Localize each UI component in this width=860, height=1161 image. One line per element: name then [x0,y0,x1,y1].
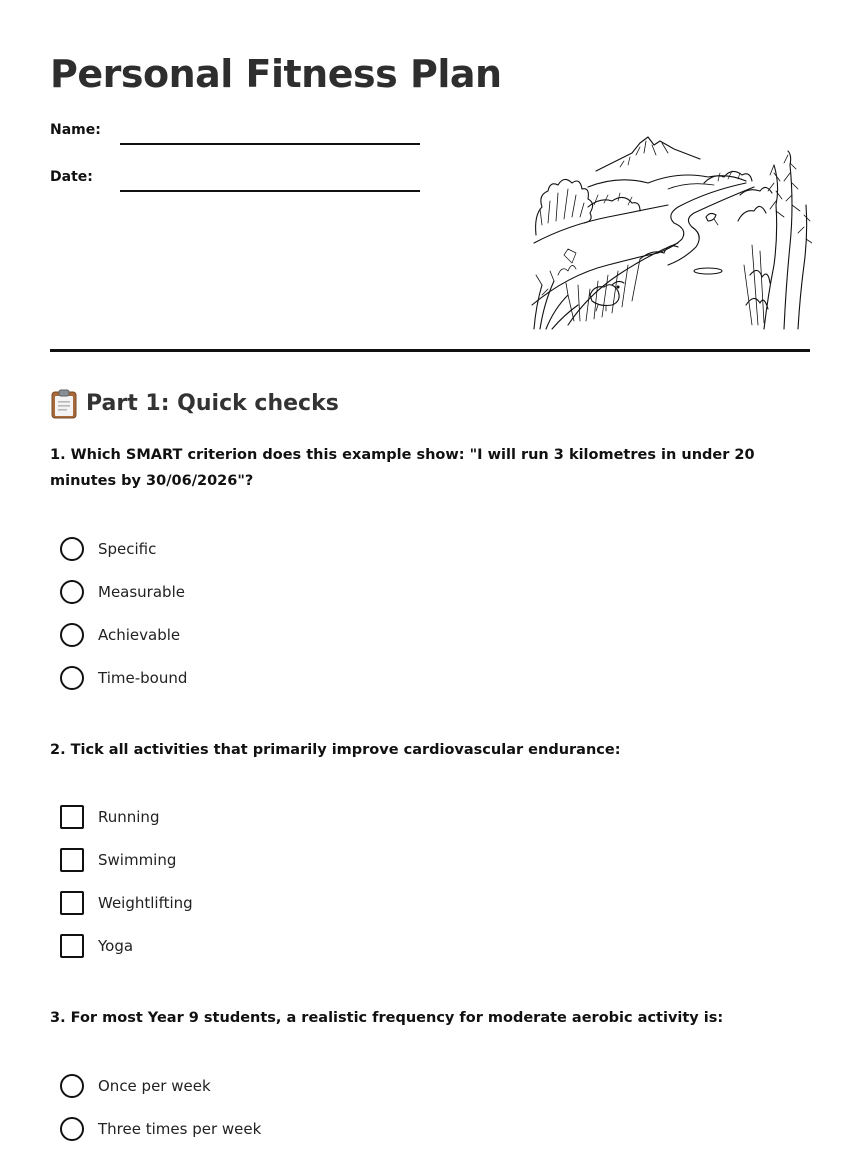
page-title: Personal Fitness Plan [50,52,502,96]
option-label: Yoga [98,936,134,955]
clipboard-icon [50,389,78,419]
section-heading-text: Part 1: Quick checks [86,391,339,416]
option-radio[interactable] [60,656,760,699]
checkbox[interactable] [60,891,84,915]
question-1-options [60,527,760,699]
option-radio[interactable] [60,613,760,656]
name-input-line[interactable] [120,143,420,145]
option-label: Specific [98,539,157,558]
radio-button[interactable] [60,580,84,604]
option-radio[interactable] [60,527,760,570]
option-radio[interactable] [60,1107,760,1150]
option-checkbox[interactable] [60,795,760,838]
option-checkbox[interactable] [60,924,760,967]
option-label: Three times per week [98,1119,262,1138]
name-label: Name: [50,122,101,138]
radio-button[interactable] [60,1074,84,1098]
date-field[interactable] [50,167,430,193]
checkbox[interactable] [60,934,84,958]
option-label: Once per week [98,1076,211,1095]
radio-button[interactable] [60,623,84,647]
option-radio[interactable] [60,570,760,613]
option-label: Achievable [98,625,181,644]
checkbox[interactable] [60,848,84,872]
checkbox[interactable] [60,805,84,829]
option-label: Time-bound [98,668,188,687]
option-label: Measurable [98,582,185,601]
question-1-text: 1. Which SMART criterion does this example show: "I will run 3 kilometres in under 20 minutes by 30/06/2026"? [50,447,755,489]
question-2-text: 2. Tick all activities that primarily improve cardiovascular endurance: [50,742,621,758]
option-checkbox[interactable] [60,881,760,924]
date-label: Date: [50,169,93,185]
option-radio[interactable] [60,1064,760,1107]
section-heading [50,388,339,420]
date-input-line[interactable] [120,190,420,192]
option-label: Weightlifting [98,893,193,912]
option-checkbox[interactable] [60,838,760,881]
name-field[interactable] [50,120,430,146]
option-label: Swimming [98,850,177,869]
section-divider [50,349,810,352]
question-3-options [60,1064,760,1150]
question-3-text: 3. For most Year 9 students, a realistic frequency for moderate aerobic activity is: [50,1010,724,1026]
question-2-options [60,795,760,967]
radio-button[interactable] [60,537,84,561]
radio-button[interactable] [60,666,84,690]
option-label: Running [98,807,160,826]
hiking-trail-illustration [528,125,812,330]
radio-button[interactable] [60,1117,84,1141]
